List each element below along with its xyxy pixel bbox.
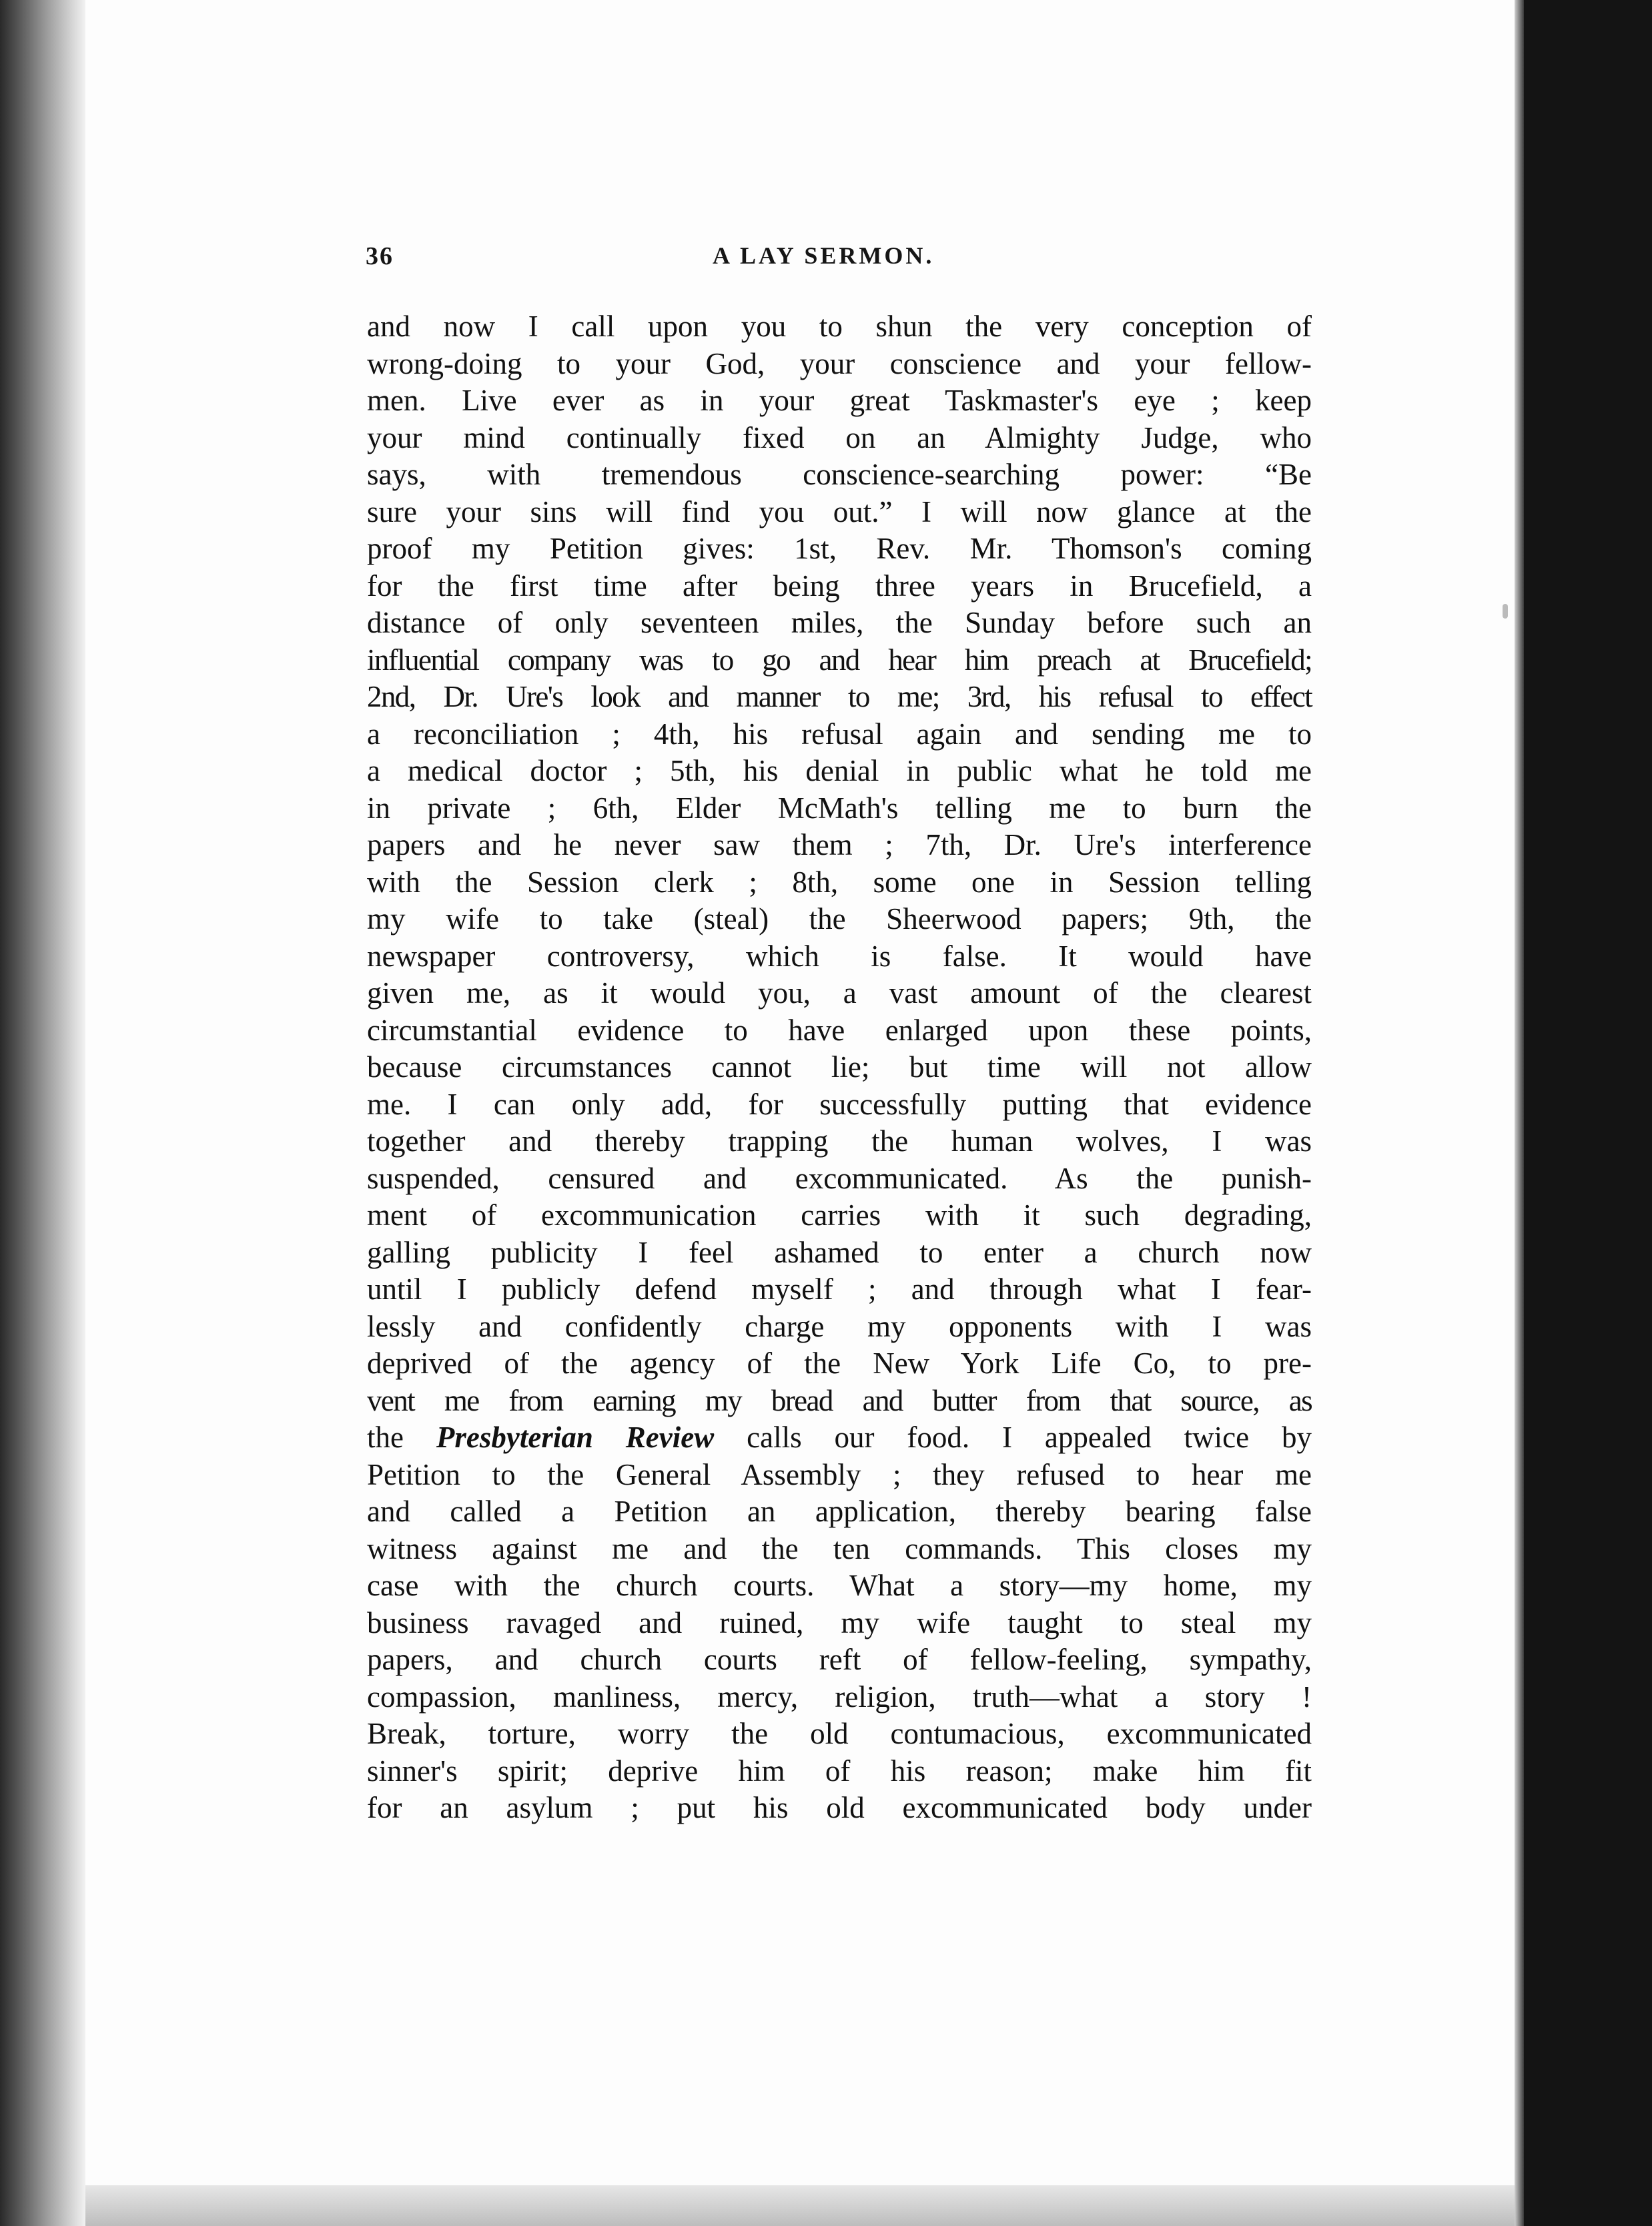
text-line: until I publicly defend myself ; and through what I fear- [367, 1272, 1312, 1306]
text-line: suspended, censured and excommunicated. As the punish- [367, 1161, 1312, 1195]
text-line: for the first time after being three years in Brucefield, a [367, 569, 1312, 603]
text-segment: the [367, 1421, 404, 1454]
text-line: with the Session clerk ; 8th, some one in Session telling [367, 865, 1312, 899]
page-speck [1503, 604, 1508, 619]
text-line: newspaper controversy, which is false. It would have [367, 939, 1312, 973]
text-line: compassion, manliness, mercy, religion, truth—what a story ! [367, 1680, 1312, 1714]
text-line: because circumstances cannot lie; but time will not allow [367, 1050, 1312, 1084]
text-line: galling publicity I feel ashamed to enter a church now [367, 1235, 1312, 1269]
text-line: distance of only seventeen miles, the Sunday before such an [367, 606, 1312, 639]
text-line: sinner's spirit; deprive him of his reason; make him fit [367, 1754, 1312, 1788]
text-line: a reconciliation ; 4th, his refusal again and sending me to [367, 717, 1312, 751]
text-line: says, with tremendous conscience-searching power: “Be [367, 458, 1312, 491]
text-line: papers, and church courts reft of fellow-feeling, sympathy, [367, 1643, 1312, 1676]
text-line: vent me from earning my bread and butter from that source, as [367, 1383, 1312, 1417]
text-line: papers and he never saw them ; 7th, Dr. Ure's interference [367, 828, 1312, 861]
text-line: Break, torture, worry the old contumacious, excommunicated [367, 1717, 1312, 1750]
text-line: sure your sins will find you out.” I will now glance at the [367, 494, 1312, 528]
text-line: my wife to take (steal) the Sheerwood papers; 9th, the [367, 902, 1312, 936]
running-head: A LAY SERMON. [713, 242, 935, 269]
text-segment: calls our food. I appealed twice by [747, 1421, 1312, 1454]
text-line: men. Live ever as in your great Taskmaster's eye ; keep [367, 384, 1312, 417]
text-line: influential company was to go and hear him preach at Brucefield; [367, 643, 1312, 677]
text-line: and called a Petition an application, thereby bearing false [367, 1495, 1312, 1528]
text-line: in private ; 6th, Elder McMath's telling me to burn the [367, 791, 1312, 825]
text-line: 2nd, Dr. Ure's look and manner to me; 3rd, his refusal to effect [367, 680, 1312, 713]
text-line: deprived of the agency of the New York Life Co, to pre- [367, 1347, 1312, 1380]
text-line: business ravaged and ruined, my wife taught to steal my [367, 1605, 1312, 1639]
page-header [366, 242, 1313, 282]
page-bottom-edge [85, 2185, 1515, 2226]
text-line: me. I can only add, for successfully putting that evidence [367, 1087, 1312, 1121]
page-number: 36 [366, 242, 394, 270]
right-page-edge [1515, 0, 1652, 2226]
left-binding-edge [0, 0, 85, 2226]
text-line: together and thereby trapping the human wolves, I was [367, 1124, 1312, 1158]
text-line: witness against me and the ten commands. This closes my [367, 1531, 1312, 1565]
text-line: a medical doctor ; 5th, his denial in public what he told me [367, 754, 1312, 787]
text-line: Petition to the General Assembly ; they refused to hear me [367, 1457, 1312, 1491]
text-line: circumstantial evidence to have enlarged upon these points, [367, 1013, 1312, 1047]
text-line: your mind continually fixed on an Almighty Judge, who [367, 420, 1312, 454]
text-line: for an asylum ; put his old excommunicated body under [367, 1791, 1312, 1824]
text-line: proof my Petition gives: 1st, Rev. Mr. Thomson's coming [367, 532, 1312, 565]
body-text [367, 308, 1312, 1827]
text-line: ment of excommunication carries with it such degrading, [367, 1198, 1312, 1232]
text-line-with-italic [367, 1419, 1312, 1457]
text-line: and now I call upon you to shun the very conception of [367, 310, 1312, 343]
text-line: case with the church courts. What a story—my home, my [367, 1569, 1312, 1602]
text-line: given me, as it would you, a vast amount of the clearest [367, 976, 1312, 1010]
text-line: wrong-doing to your God, your conscience and your fellow- [367, 346, 1312, 380]
text-line: lessly and confidently charge my opponents with I was [367, 1309, 1312, 1343]
periodical-title: Presbyterian Review [436, 1421, 715, 1454]
